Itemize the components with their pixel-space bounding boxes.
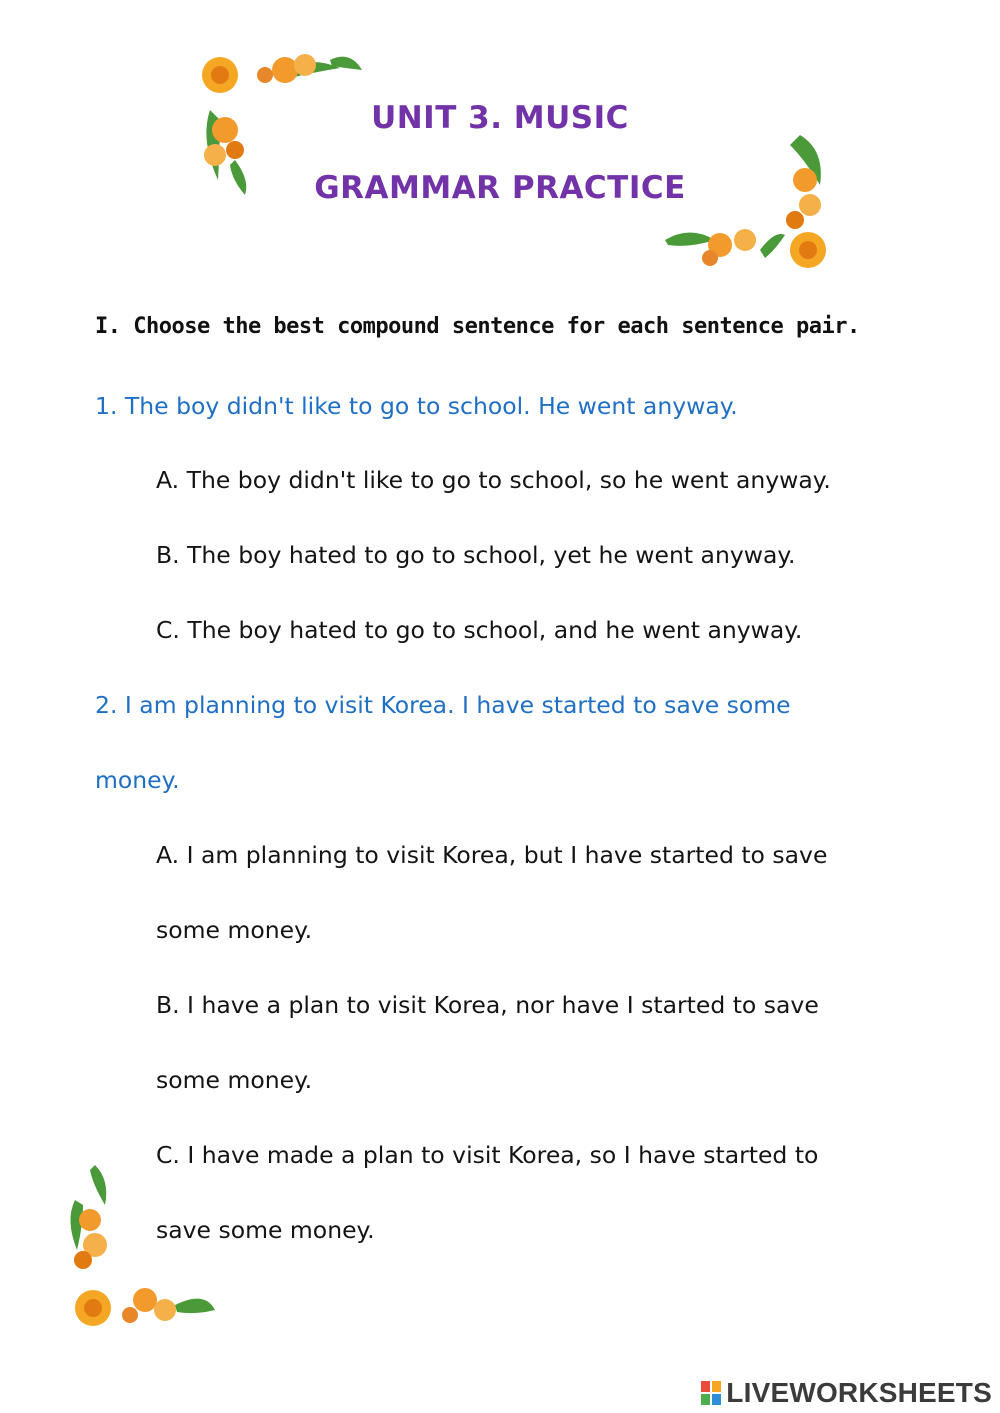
page-title: UNIT 3. MUSIC	[371, 100, 629, 136]
question-2-option-b-cont[interactable]: some money.	[156, 1066, 313, 1094]
question-2-option-c-cont[interactable]: save some money.	[156, 1216, 375, 1244]
question-2-prompt-line-1: 2. I am planning to visit Korea. I have started to save some	[95, 691, 791, 719]
question-2-option-a[interactable]: A. I am planning to visit Korea, but I have started to save	[156, 841, 828, 869]
page-subtitle: GRAMMAR PRACTICE	[314, 170, 686, 206]
question-2-option-b[interactable]: B. I have a plan to visit Korea, nor have I started to save	[156, 991, 819, 1019]
brand-name: LIVEWORKSHEETS	[726, 1377, 992, 1408]
instruction-heading: I. Choose the best compound sentence for each sentence pair.	[95, 314, 860, 339]
flower-decoration-bottom-left	[65, 1160, 225, 1345]
liveworksheets-brand	[700, 1373, 992, 1413]
question-1-prompt: 1. The boy didn't like to go to school. He went anyway.	[95, 392, 738, 420]
question-1-option-a[interactable]: A. The boy didn't like to go to school, so he went anyway.	[156, 466, 831, 494]
question-2-option-c[interactable]: C. I have made a plan to visit Korea, so I have started to	[156, 1141, 819, 1169]
question-1-option-b[interactable]: B. The boy hated to go to school, yet he went anyway.	[156, 541, 796, 569]
question-2-option-a-cont[interactable]: some money.	[156, 916, 313, 944]
liveworksheets-logo-icon	[700, 1379, 722, 1407]
question-1-option-c[interactable]: C. The boy hated to go to school, and he went anyway.	[156, 616, 803, 644]
question-2-prompt-line-2: money.	[95, 766, 180, 794]
